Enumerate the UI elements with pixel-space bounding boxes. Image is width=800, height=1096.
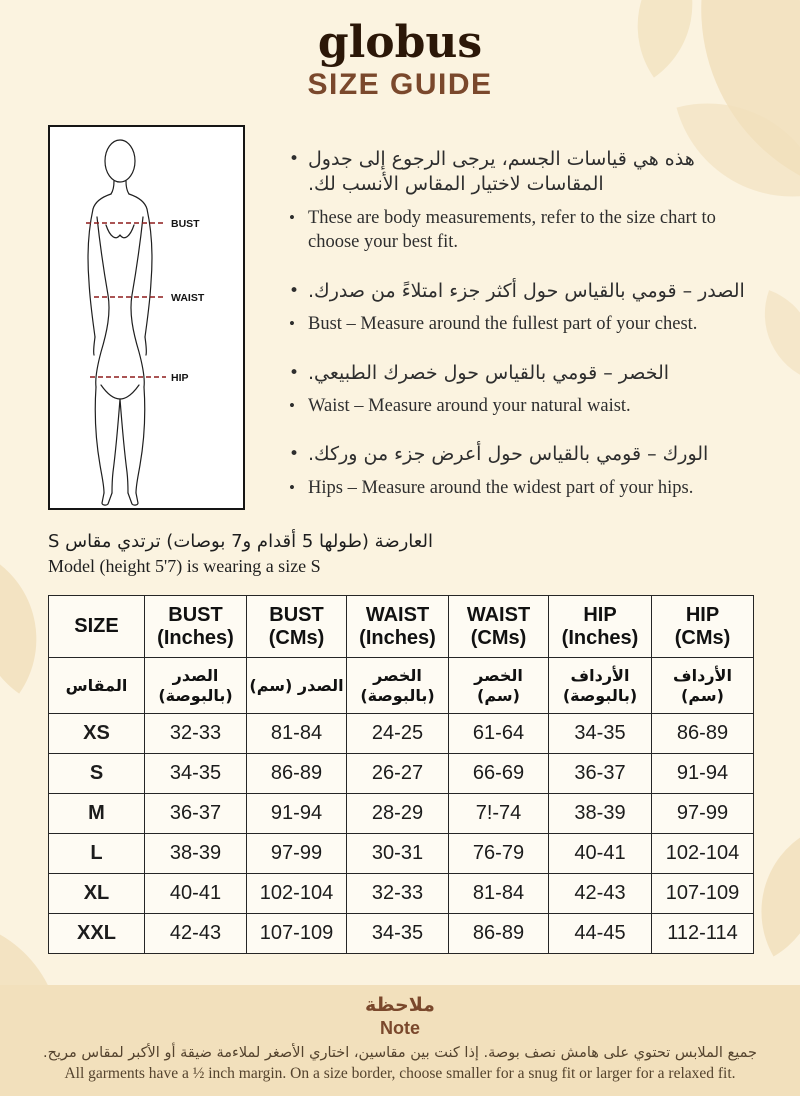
instruction-waist-arabic: • الخصر – قومي بالقياس حول خصرك الطبيعي. <box>286 361 758 386</box>
table-cell: 28-29 <box>347 794 449 834</box>
size-cell: S <box>49 754 145 794</box>
size-row-xl <box>49 874 754 914</box>
header-hip-cms-ar: الأرداف (سم) <box>652 658 754 714</box>
instruction-overview-arabic: • هذه هي قياسات الجسم، يرجى الرجوع إلى جدول المقاسات لاختيار المقاس الأنسب لك. <box>286 147 758 198</box>
table-cell: 40-41 <box>145 874 247 914</box>
table-cell: 86-89 <box>449 914 549 954</box>
instruction-bust-arabic: • الصدر – قومي بالقياس حول أكثر جزء امتلاءً من صدرك. <box>286 279 758 304</box>
table-cell: 91-94 <box>652 754 754 794</box>
table-cell: 102-104 <box>247 874 347 914</box>
size-cell: XXL <box>49 914 145 954</box>
header-size: SIZE <box>49 596 145 658</box>
page-title: SIZE GUIDE <box>307 68 493 102</box>
table-cell: 61-64 <box>449 714 549 754</box>
size-cell: L <box>49 834 145 874</box>
table-header-row-arabic <box>49 658 754 714</box>
table-cell: 102-104 <box>652 834 754 874</box>
note-section <box>0 985 800 1096</box>
figure-outline <box>88 140 152 505</box>
table-cell: 32-33 <box>347 874 449 914</box>
table-cell: 44-45 <box>549 914 652 954</box>
table-cell: 38-39 <box>145 834 247 874</box>
header-bust-inches-ar: الصدر (بالبوصة) <box>145 658 247 714</box>
instruction-bust-english: • Bust – Measure around the fullest part of your chest. <box>286 312 758 337</box>
table-cell: 66-69 <box>449 754 549 794</box>
measurement-instructions <box>286 147 758 524</box>
table-cell: 36-37 <box>549 754 652 794</box>
instruction-group-bust <box>286 279 758 337</box>
table-cell: 30-31 <box>347 834 449 874</box>
header-bust-inches: BUST (Inches) <box>145 596 247 658</box>
table-cell: 24-25 <box>347 714 449 754</box>
header-size-ar: المقاس <box>49 658 145 714</box>
instruction-group-waist <box>286 361 758 419</box>
instruction-group-hips <box>286 442 758 500</box>
size-cell: XS <box>49 714 145 754</box>
table-cell: 34-35 <box>145 754 247 794</box>
table-cell: 7!-74 <box>449 794 549 834</box>
header-waist-inches-ar: الخصر (بالبوصة) <box>347 658 449 714</box>
table-cell: 97-99 <box>652 794 754 834</box>
instruction-group-overview <box>286 147 758 255</box>
table-cell: 86-89 <box>247 754 347 794</box>
header <box>0 17 800 102</box>
header-waist-cms: WAIST (CMs) <box>449 596 549 658</box>
size-row-s <box>49 754 754 794</box>
measure-lines <box>86 223 166 377</box>
hip-label: HIP <box>171 372 189 384</box>
table-cell: 26-27 <box>347 754 449 794</box>
size-row-l <box>49 834 754 874</box>
header-waist-inches: WAIST (Inches) <box>347 596 449 658</box>
header-bust-cms-ar: الصدر (سم) <box>247 658 347 714</box>
table-cell: 34-35 <box>549 714 652 754</box>
table-cell: 107-109 <box>247 914 347 954</box>
header-hip-inches: HIP (Inches) <box>549 596 652 658</box>
table-cell: 38-39 <box>549 794 652 834</box>
note-body-arabic: جميع الملابس تحتوي على هامش نصف بوصة. إذا كنت بين مقاسين، اختاري الأصغر لملاءمة ضيقة أو الأكبر لمقاس مريح. <box>43 1045 757 1061</box>
table-cell: 91-94 <box>247 794 347 834</box>
table-cell: 40-41 <box>549 834 652 874</box>
header-waist-cms-ar: الخصر (سم) <box>449 658 549 714</box>
size-table <box>48 595 754 954</box>
instruction-waist-english: • Waist – Measure around your natural waist. <box>286 394 758 419</box>
note-title-arabic: ملاحظة <box>365 994 435 1016</box>
instruction-hips-arabic: • الورك – قومي بالقياس حول أعرض جزء من وركك. <box>286 442 758 467</box>
table-header-row-english <box>49 596 754 658</box>
table-cell: 42-43 <box>145 914 247 954</box>
table-cell: 97-99 <box>247 834 347 874</box>
size-row-xxl <box>49 914 754 954</box>
table-cell: 107-109 <box>652 874 754 914</box>
header-hip-cms: HIP (CMs) <box>652 596 754 658</box>
table-cell: 76-79 <box>449 834 549 874</box>
size-row-m <box>49 794 754 834</box>
waist-label: WAIST <box>171 292 205 304</box>
measurement-figure-box <box>48 125 245 510</box>
size-cell: XL <box>49 874 145 914</box>
header-bust-cms: BUST (CMs) <box>247 596 347 658</box>
table-cell: 86-89 <box>652 714 754 754</box>
brand-logo: globus <box>317 17 483 68</box>
note-body-english: All garments have a ½ inch margin. On a size border, choose smaller for a snug fit or larger for a relaxed fit. <box>64 1065 736 1082</box>
note-title-english: Note <box>380 1018 420 1038</box>
table-cell: 32-33 <box>145 714 247 754</box>
model-note <box>48 531 648 577</box>
table-cell: 81-84 <box>247 714 347 754</box>
table-cell: 34-35 <box>347 914 449 954</box>
table-cell: 112-114 <box>652 914 754 954</box>
size-row-xs <box>49 714 754 754</box>
header-hip-inches-ar: الأرداف (بالبوصة) <box>549 658 652 714</box>
size-cell: M <box>49 794 145 834</box>
model-note-english: Model (height 5'7) is wearing a size S <box>48 556 321 576</box>
bust-label: BUST <box>171 218 200 230</box>
model-note-arabic: العارضة (طولها 5 أقدام و7 بوصات) ترتدي مقاس S <box>48 531 433 552</box>
table-cell: 42-43 <box>549 874 652 914</box>
instruction-hips-english: • Hips – Measure around the widest part of your hips. <box>286 476 758 501</box>
table-cell: 36-37 <box>145 794 247 834</box>
body-figure-svg <box>50 127 243 508</box>
instruction-overview-english: • These are body measurements, refer to the size chart to choose your best fit. <box>286 206 758 255</box>
table-cell: 81-84 <box>449 874 549 914</box>
